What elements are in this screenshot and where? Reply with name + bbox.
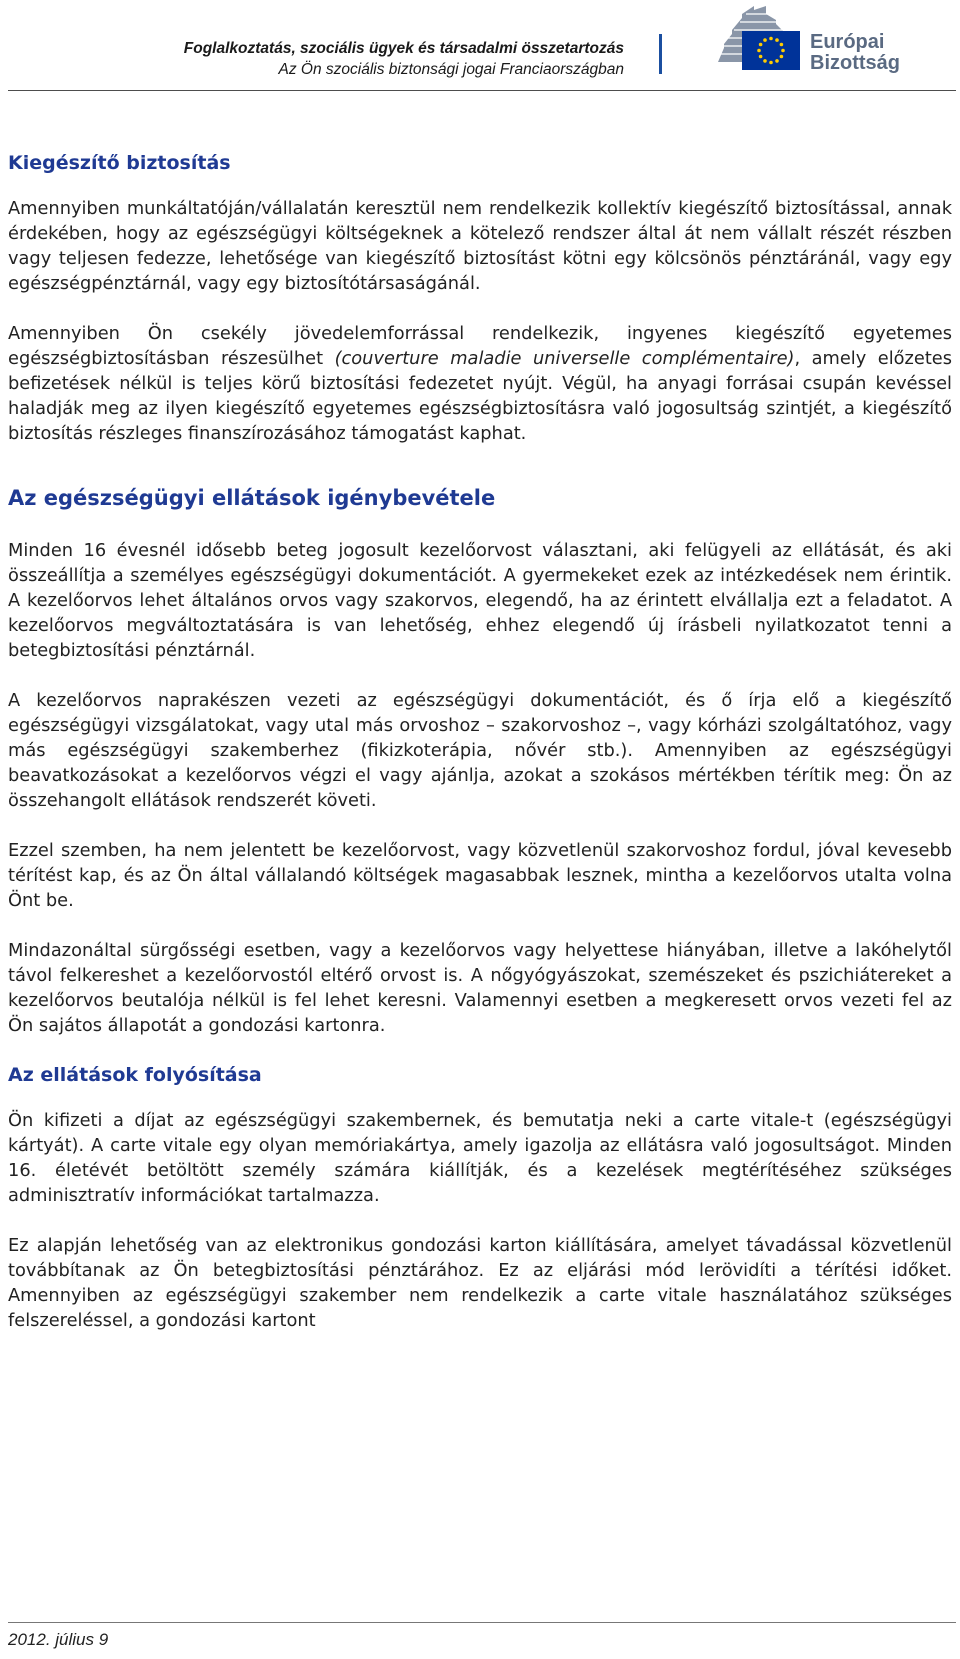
header-text bbox=[184, 38, 624, 80]
footer-rule bbox=[8, 1622, 956, 1623]
paragraph: Ezzel szemben, ha nem jelentett be kezelőorvost, vagy közvetlenül szakorvoshoz fordul, jóval kevesebb térítést kap, és az Ön által vállalandó költségek magasabbak lesznek, mintha a kezelőorvos utalta volna Önt be. bbox=[8, 840, 952, 911]
paragraph: Ön kifizeti a díjat az egészségügyi szakembernek, és bemutatja neki a carte vitale-t (egészségügyi kártyát). A carte vitale egy olyan memóriakártya, amely igazolja az ellátásra való jogosultságot. Minden 16. életévét betöltött személy számára kiállítják, és a kezelések megtérítéséhez szükséges adminisztratív információkat tartalmazza. bbox=[8, 1110, 952, 1206]
page-header bbox=[0, 0, 960, 93]
header-rule bbox=[8, 90, 956, 91]
organization-name bbox=[810, 32, 900, 74]
paragraph: Ez alapján lehetőség van az elektronikus gondozási karton kiállítására, amelyet távadással közvetlenül továbbítanak az Ön betegbiztosítási pénztárához. Ez az eljárási mód lerövidíti a térítési időket. Amennyiben az egészségügyi szakember nem rendelkezik a carte vitale használatához szükséges felszereléssel, a gondozási kartont bbox=[8, 1235, 952, 1331]
header-divider-bar bbox=[659, 34, 662, 74]
document-body bbox=[8, 150, 952, 1333]
paragraph-italic-term: (couverture maladie universelle complémentaire) bbox=[334, 348, 795, 369]
paragraph-text: Amennyiben Ön csekély jövedelemforrással rendelkezik, ingyenes kiegészítő egyetemes egészségbiztosításban részesülhet bbox=[8, 323, 952, 369]
paragraph: Mindazonáltal sürgősségi esetben, vagy a kezelőorvos vagy helyettese hiányában, illetve a lakóhelytől távol felkereshet a kezelőorvostól eltérő orvost is. A nőgyógyászokat, szemészeket és pszichiátereket a kezelőorvos beutalója nélkül is fel lehet keresni. Valamennyi esetben a megkeresett orvos vezeti fel az Ön sajátos állapotát a gondozási kartonra. bbox=[8, 940, 952, 1036]
paragraph: A kezelőorvos naprakészen vezeti az egészségügyi dokumentációt, és ő írja elő a kiegészítő egészségügyi vizsgálatokat, vagy utal más orvoshoz – szakorvoshoz –, vagy kórházi szolgáltatóhoz, vagy más egészségügyi szakemberhez (fikizkoterápia, nővér stb.). Amennyiben az egészségügyi beavatkozásokat a kezelőorvos végzi el vagy ajánlja, azokat a szokásos mértékben térítik meg: Ön az összehangolt ellátások rendszerét követi. bbox=[8, 690, 952, 811]
organization-name-line2: Bizottság bbox=[810, 52, 900, 74]
paragraph: Amennyiben munkáltatóján/vállalatán keresztül nem rendelkezik kollektív kiegészítő biztosítással, annak érdekében, hogy az egészségügyi költségeknek a kötelező rendszer által át nem vállalt részét részben vagy teljesen fedezze, lehetősége van kiegészítő biztosítást kötni egy kölcsönös pénztáránál, vagy egy egészségpénztárnál, vagy egy biztosítótársaságánál. bbox=[8, 198, 952, 294]
paragraph bbox=[8, 321, 952, 446]
header-subtitle: Az Ön szociális biztonsági jogai Franciaországban bbox=[278, 61, 624, 78]
section-heading-benefit-payment: Az ellátások folyósítása bbox=[8, 1064, 262, 1086]
section-heading-healthcare-access: Az egészségügyi ellátások igénybevétele bbox=[8, 486, 496, 510]
eu-flag-icon bbox=[742, 31, 800, 70]
organization-name-line1: Európai bbox=[810, 31, 885, 53]
paragraph: Minden 16 évesnél idősebb beteg jogosult kezelőorvost választani, aki felügyeli az ellátását, és aki összeállítja a személyes egészségügyi dokumentációt. A gyermekeket ezek az intézkedések nem érintik. A kezelőorvos lehet általános orvos vagy szakorvos, elegendő, ha az érintett elvállalja ezt a feladatot. A kezelőorvos megváltoztatására is van lehetőség, ehhez elegendő új írásbeli nyilatkozatot tenni a betegbiztosítási pénztárnál. bbox=[8, 540, 952, 661]
paragraph-text: , amely előzetes befizetések nélkül is teljes körű biztosítási fedezetet nyújt. Végül, ha anyagi forrásai csupán kevéssel haladják meg az ilyen kiegészítő egyetemes egészségbiztosításra való jogosultság szintjét, a kiegészítő biztosítás részleges finanszírozásához támogatást kaphat. bbox=[8, 348, 953, 444]
page-footer: 2012. július 9 bbox=[8, 1630, 109, 1649]
section-heading-supplementary-insurance: Kiegészítő biztosítás bbox=[8, 152, 231, 174]
header-title: Foglalkoztatás, szociális ügyek és társadalmi összetartozás bbox=[183, 40, 624, 57]
